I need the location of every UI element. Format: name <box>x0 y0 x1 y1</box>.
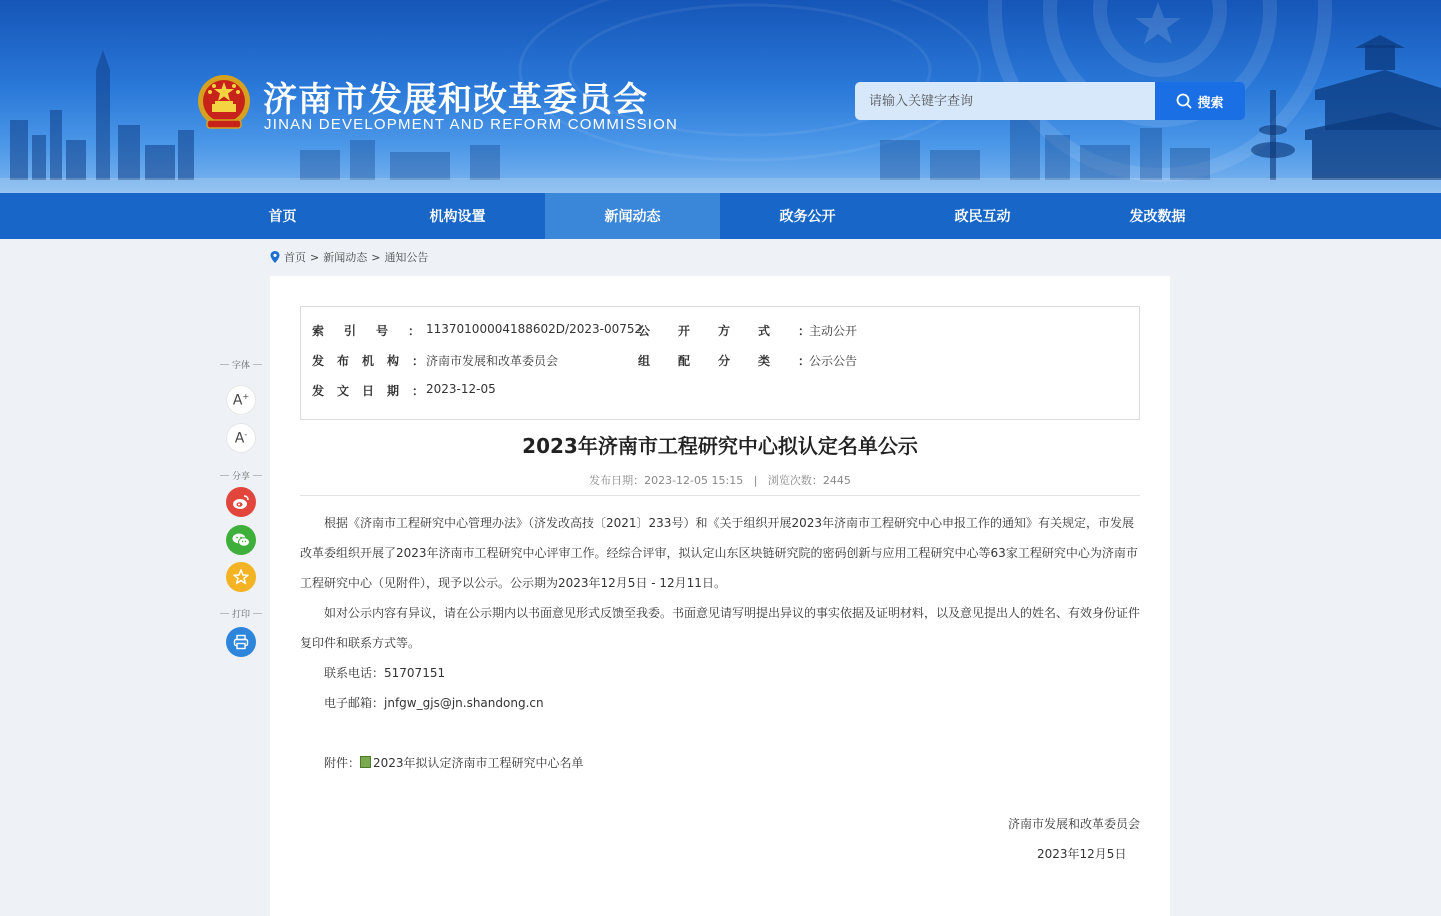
index-number-value: 11370100004188602D/2023-00752 <box>426 322 643 336</box>
info-separator: | <box>753 474 758 487</box>
font-increase-icon: A+ <box>232 391 250 409</box>
spreadsheet-file-icon <box>360 756 371 768</box>
title-divider <box>300 495 1140 496</box>
nav-item-interaction[interactable]: 政民互动 <box>954 209 1011 225</box>
printer-icon <box>233 634 249 650</box>
views-label: 浏览次数： <box>767 474 823 487</box>
breadcrumb-notices[interactable]: 通知公告 <box>384 251 429 264</box>
nav-item-home[interactable]: 首页 <box>268 209 297 225</box>
breadcrumb-separator: > <box>371 250 381 264</box>
nav-item-news[interactable]: 新闻动态 <box>545 193 720 239</box>
signature-org: 济南市发展和改革委员会 <box>1008 817 1141 831</box>
print-label: 打印 <box>220 607 262 620</box>
font-increase-button[interactable] <box>226 385 256 415</box>
search-input[interactable] <box>855 82 1155 120</box>
document-meta-table <box>300 306 1140 420</box>
signature-date: 2023年12月5日 <box>1037 847 1127 861</box>
phone-label: 联系电话： <box>324 666 385 680</box>
favorite-button[interactable] <box>226 562 256 592</box>
spacer <box>300 718 1140 748</box>
font-decrease-button[interactable] <box>226 423 256 453</box>
contact-email <box>300 688 1140 718</box>
site-title: 济南市发展和改革委员会 <box>263 80 648 120</box>
national-emblem-icon <box>197 74 251 132</box>
email-value: jnfgw_gjs@jn.shandong.cn <box>384 696 544 710</box>
breadcrumb <box>270 250 428 264</box>
breadcrumb-home[interactable]: 首页 <box>284 251 306 264</box>
attachment-link[interactable]: 2023年拟认定济南市工程研究中心名单 <box>373 756 584 770</box>
contact-phone <box>300 658 1140 688</box>
site-subtitle: JINAN DEVELOPMENT AND REFORM COMMISSION <box>264 116 679 133</box>
share-wechat-button[interactable] <box>226 525 256 555</box>
views-count: 2445 <box>822 474 851 487</box>
article-paragraph-1: 根据《济南市工程研究中心管理办法》（济发改高技〔2021〕233号）和《关于组织开展2023年济南市工程研究中心申报工作的通知》有关规定，市发展改革委组织开展了2023年济南市工程研究中心评审工作。经综合评审，拟认定山东区块链研究院的密码创新与应用工程研究中心等63家工程研究中心为济南市工程研究中心（见附件），现予以公示。公示期为2023年12月5日 - 12月11日。 <box>300 516 1138 590</box>
nav-item-government-affairs[interactable]: 政务公开 <box>779 209 836 225</box>
publish-date-label: 发布日期： <box>589 474 645 487</box>
breadcrumb-news[interactable]: 新闻动态 <box>323 251 368 264</box>
breadcrumb-separator: > <box>310 250 320 264</box>
search-button[interactable] <box>1155 82 1245 120</box>
font-decrease-icon: A- <box>234 429 248 447</box>
nav-item-data[interactable]: 发改数据 <box>1129 209 1186 225</box>
issue-date-label: 发文日期 ： <box>312 384 425 398</box>
issuing-org-value: 济南市发展和改革委员会 <box>426 354 559 368</box>
share-weibo-button[interactable] <box>226 487 256 517</box>
publish-date: 2023-12-05 15:15 <box>644 474 744 487</box>
wechat-icon <box>232 532 250 548</box>
index-number-label: 索引号 ： <box>312 324 421 338</box>
category-value: 公示公告 <box>809 354 858 368</box>
main-nav <box>0 193 1441 239</box>
open-method-label: 公开方式 ： <box>638 324 811 338</box>
article-paragraph-2: 如对公示内容有异议，请在公示期内以书面意见形式反馈至我委。书面意见请写明提出异议的事实依据及证明材料，以及意见提出人的姓名、有效身份证件复印件和联系方式等。 <box>300 606 1141 650</box>
nav-item-organization[interactable]: 机构设置 <box>429 209 486 225</box>
issue-date-value: 2023-12-05 <box>426 382 496 396</box>
article-body <box>300 508 1140 778</box>
article-title: 2023年济南市工程研究中心拟认定名单公示 <box>522 434 918 458</box>
category-label: 组配分类 ： <box>638 354 811 368</box>
header-banner <box>0 0 1441 193</box>
issuing-org-label: 发布机构 ： <box>312 354 425 368</box>
phone-value: 51707151 <box>384 666 446 680</box>
font-size-label: 字体 <box>220 358 262 371</box>
attachment-line <box>300 748 1140 778</box>
search-button-label: 搜索 <box>1197 95 1224 111</box>
email-label: 电子邮箱： <box>324 696 385 710</box>
article-info <box>300 472 1140 488</box>
search-icon <box>1176 93 1192 109</box>
star-icon <box>233 569 249 585</box>
weibo-icon <box>232 494 250 510</box>
share-label: 分享 <box>220 469 262 482</box>
open-method-value: 主动公开 <box>809 324 858 338</box>
attachment-label: 附件： <box>324 756 361 770</box>
location-pin-icon <box>270 251 280 263</box>
print-button[interactable] <box>226 627 256 657</box>
